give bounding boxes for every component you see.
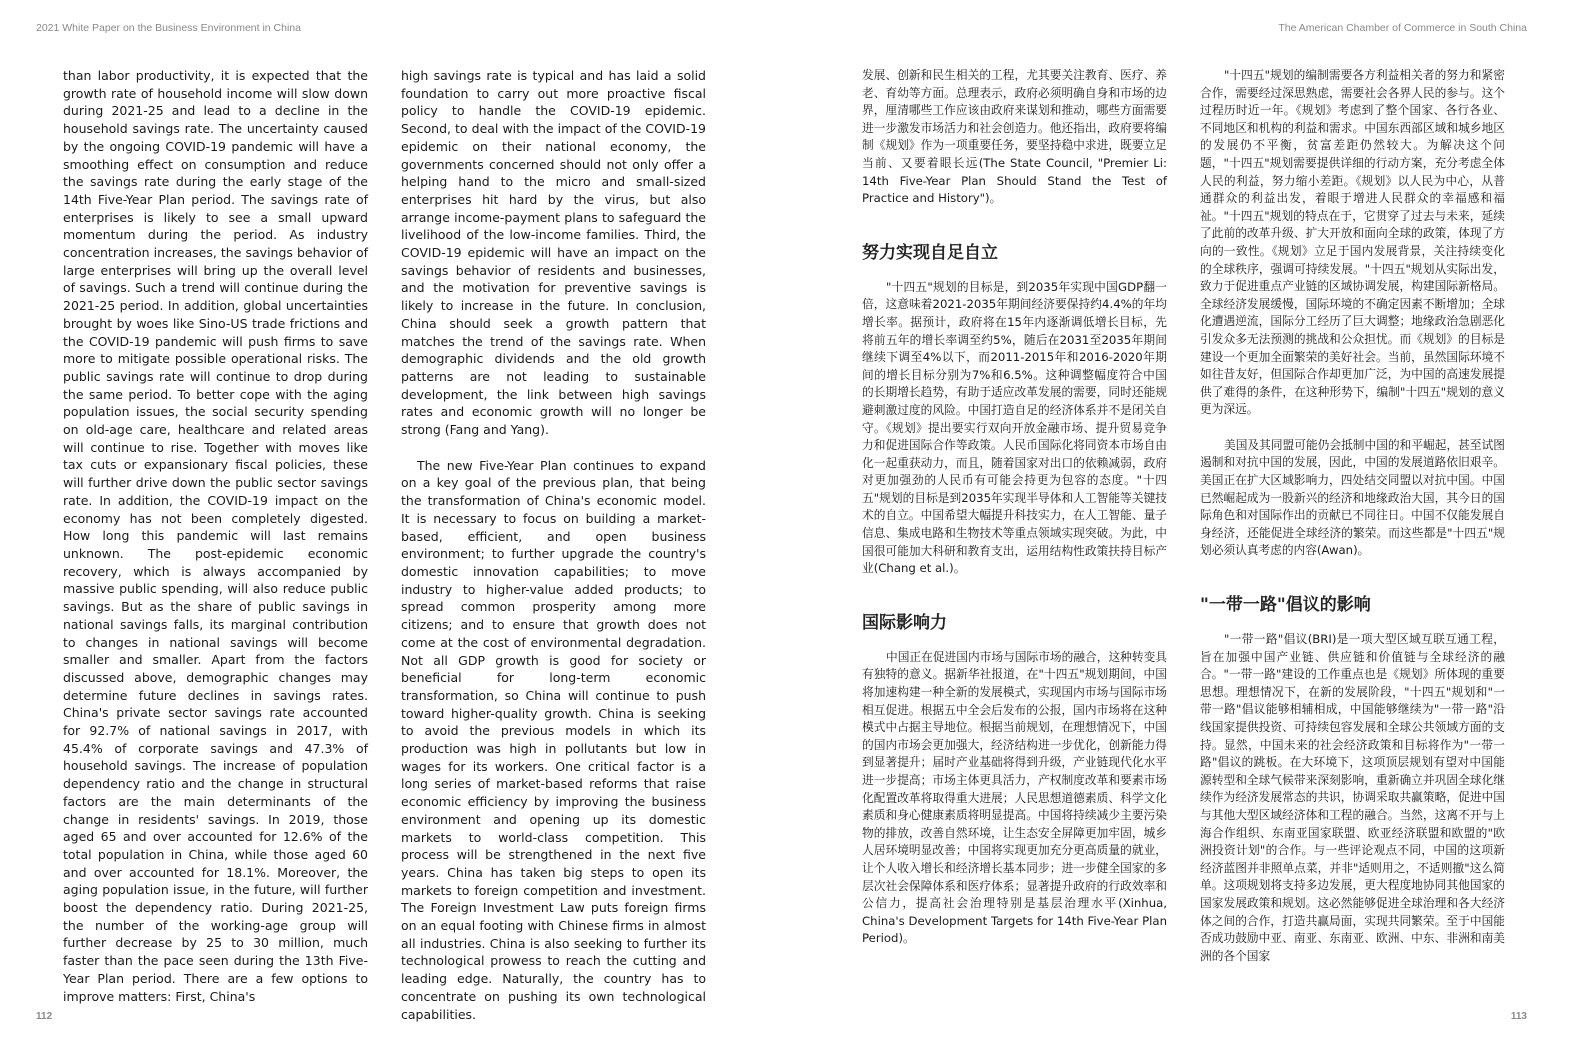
paragraph: high savings rate is typical and has laid a solid foundation to carry out more proactive fiscal policy to handle the COVID-19 epidemic. Second, to deal with the impact of the COVID-19 epidemic on their national economy, the governments concerned should not only offer a helping hand to the micro and small-sized enterprises hit hard by the virus, but also arrange income-payment plans to safeguard the livelihood of the low-income families. Third, the COVID-19 epidemic will have an impact on the savings behavior of residents and businesses, and the motivation for preventive savings is likely to increase in the future. In conclusion, China should seek a growth pattern that matches the trend of the savings rate. When demographic dividends and the old growth patterns are not leading to sustainable development, the link between high savings rates and economic growth will no longer be strong (Fang and Yang).	[401, 68, 706, 438]
chinese-column-1	[862, 67, 1167, 948]
section-heading: 努力实现自足自立	[862, 242, 998, 263]
paragraph: "一带一路"倡议(BRI)是一项大型区域互联互通工程，旨在加强中国产业链、供应链和价值链与全球经济的融合。"一带一路"建设的工作重点也是《规划》所体现的重要思想。理想情况下，在新的发展阶段，"十四五"规划和"一带一路"倡议能够相辅相成，中国能够继续为"一带一路"沿线国家提供投资、可持续包容发展和全球公共领域方面的支持。显然，中国未来的社会经济政策和目标将作为"一带一路"倡议的跳板。在大环境下，这项顶层规划有望对中国能源转型和全球气候带来深刻影响，重新确立并巩固全球化继续作为经济发展常态的共识，协调采取共赢策略，促进中国与其他大型区域经济体和工程的融合。当然，这离不开与上海合作组织、东南亚国家联盟、欧亚经济联盟和欧盟的"欧洲投资计划"的合作。与一些评论观点不同，中国的这项新经济蓝图并非照单点菜，并非"适则用之，不适则撤"这么简单。这项规划将支持多边发展，更大程度地协同其他国家的国家发展政策和规划。这必然能够促进全球治理和各大经济体之间的合作，打造共赢局面，实现共同繁荣。至于中国能否成功鼓励中亚、南亚、东南亚、欧洲、中东、非洲和南美洲的各个国家	[1200, 632, 1505, 963]
paragraph: "十四五"规划的编制需要各方利益相关者的努力和紧密合作，需要经过深思熟虑，需要社会各界人民的参与。这个过程历时近一年。《规划》考虑到了整个国家、各行各业、不同地区和机构的利益和需求。中国东西部区域和城乡地区的发展仍不平衡，贫富差距仍然较大。为解决这个问题，"十四五"规划需要提供详细的行动方案，充分考虑全体人民的利益，努力缩小差距。《规划》以人民为中心，从普通群众的利益出发，着眼于增进人民群众的幸福感和福祉。"十四五"规划的特点在于，它贯穿了过去与未来，延续了此前的改革升级、扩大开放和面向全球的政策，体现了方向的一致性。《规划》立足于国内发展背景，关注持续变化的全球秩序，强调可持续发展。"十四五"规划从实际出发，致力于促进重点产业链的区域协调发展，构建国际新格局。全球经济发展缓慢，国际环境的不确定因素不断增加；全球化遭遇逆流，国际分工经历了巨大调整；地缘政治急剧恶化引发众多无法预测的挑战和公众担忧。而《规划》的目标是建设一个更加全面繁荣的美好社会。当前，虽然国际环境不如往昔友好，但国际合作却更加广泛，为中国的高速发展提供了难得的条件，在这种形势下，编制"十四五"规划的意义更为深远。	[1200, 68, 1505, 417]
running-header-right: The American Chamber of Commerce in South China	[1278, 22, 1527, 34]
section-heading: 国际影响力	[862, 612, 947, 633]
paragraph: The new Five-Year Plan continues to expand on a key goal of the previous plan, that being the transformation of China's economic model. It is necessary to focus on building a market-based, efficient, and open business environment; to further upgrade the country's domestic innovation capabilities; to move industry to higher-value added products; to spread common prosperity among more citizens; and to ensure that growth does not come at the cost of environmental degradation. Not all GDP growth is good for society or beneficial for long-term economic transformation, so China will continue to push toward higher-quality growth. China is seeking to avoid the previous models in which its production was high in pollutants but low in wages for its workers. One critical factor is a long series of market-based reforms that raise economic efficiency by improving the business environment and opening up its domestic markets to world-class competition. This process will be strengthened in the next five years. China has taken big steps to open its markets to foreign competition and investment. The Foreign Investment Law puts foreign firms on an equal footing with Chinese firms in almost all industries. China is also seeking to further its technological prowess to reach the cutting and leading edge. Naturally, the country has to concentrate on pushing its own technological capabilities.	[401, 457, 706, 1022]
paragraph: 发展、创新和民生相关的工程，尤其要关注教育、医疗、养老、育幼等方面。总理表示，政府必须明确自身和市场的边界，厘清哪些工作应该由政府来谋划和推动，哪些方面需要进一步激发市场活力和社会创造力。他还指出，政府要将编制《规划》作为一项重要任务，要坚持稳中求进，既要立足当前、又要着眼长远(The State Council, "Premier Li: 14th Five-Year Plan Should Stand the Test of Practice and History")。	[862, 68, 1167, 206]
running-header-left: 2021 White Paper on the Business Environment in China	[36, 22, 301, 34]
chinese-column-2	[1200, 67, 1505, 965]
page-number-left: 112	[36, 1011, 53, 1022]
section-heading: "一带一路"倡议的影响	[1200, 595, 1371, 616]
english-column-1	[63, 67, 368, 1005]
page-number-right: 113	[1510, 1011, 1527, 1022]
paragraph: "十四五"规划的目标是，到2035年实现中国GDP翻一倍，这意味着2021-2035年期间经济要保持约4.4%的年均增长率。据预计，政府将在15年内逐渐调低增长目标，先将前五年的增长率调至约5%，随后在2031至2035年期间继续下调至4%以下，而2011-2015年和2016-2020年期间的增长目标分别为7%和6.5%。这种调整幅度符合中国的长期增长趋势，有助于适应改革发展的需要，同时还能规避刺激过度的风险。中国打造自足的经济体系并不是闭关自守。《规划》提出要实行双向开放金融市场、提升贸易竞争力和促进国际合作等政策。人民币国际化将同资本市场自由化一起重获动力，而且，随着国家对出口的依赖减弱，政府对更加强劲的人民币有可能会持更为包容的态度。"十四五"规划的目标是到2035年实现半导体和人工智能等关键技术的自立。中国希望大幅提升科技实力，在人工智能、量子信息、集成电路和生物技术等重点领域实现突破。为此，中国很可能加大科研和教育支出，运用结构性政策扶持目标产业(Chang et al.)。	[862, 279, 1167, 576]
paragraph: 中国正在促进国内市场与国际市场的融合，这种转变具有独特的意义。据新华社报道，在"十四五"规划期间，中国将加速构建一种全新的发展模式，实现国内市场与国际市场相互促进。根据五中全会后发布的公报，国内市场将在这种模式中占据主导地位。根据当前规划，在理想情况下，中国的国内市场会更加强大，经济结构进一步优化，创新能力得到显著提升；届时产业基础将得到升级，产业链现代化水平进一步提高；市场主体更具活力，产权制度改革和要素市场化配置改革将取得重大进展；人民思想道德素质、科学文化素质和身心健康素质将明显提高。中国将持续减少主要污染物的排放，改善自然环境，让生态安全屏障更加牢固，城乡人居环境明显改善；中国将实现更加充分更高质量的就业，让个人收入增长和经济增长基本同步；进一步健全国家的多层次社会保障体系和医疗体系；显著提升政府的行政效率和公信力，提高社会治理特别是基层治理水平(Xinhua, China's Development Targets for 14th Five-Year Plan Period)。	[862, 649, 1167, 946]
paragraph: 美国及其同盟可能仍会抵制中国的和平崛起，甚至试图遏制和对抗中国的发展，因此，中国的发展道路依旧艰辛。美国正在扩大区域影响力，四处结交同盟以对抗中国。中国已然崛起成为一股新兴的经济和地缘政治大国，其今日的国际角色和对国际作出的贡献已不同往日。中国不仅能发展自身经济，还能促进全球经济的繁荣。而这些都是"十四五"规划必须认真考虑的内容(Awan)。	[1200, 437, 1505, 558]
english-column-2	[401, 67, 706, 1023]
paragraph: than labor productivity, it is expected that the growth rate of household income will slow down during 2021-25 and lead to a decline in the household savings rate. The uncertainty caused by the ongoing COVID-19 pandemic will have a smoothing effect on consumption and reduce the savings rate during the early stage of the 14th Five-Year Plan period. The savings rate of enterprises is likely to see a small upward momentum during the period. As industry concentration increases, the savings behavior of large enterprises will bring up the overall level of savings. Such a trend will continue during the 2021-25 period. In addition, global uncertainties brought by woes like Sino-US trade frictions and the COVID-19 pandemic will push firms to save more to mitigate possible operational risks. The public savings rate will continue to drop during the same period. To better cope with the aging population issues, the social security spending on old-age care, healthcare and related areas will continue to rise. Together with moves like tax cuts or expansionary fiscal policies, these will further drive down the public sector savings rate. In addition, the COVID-19 impact on the economy has not been completely digested. How long this pandemic will last remains unknown. The post-epidemic economic recovery, which is always accompanied by massive public spending, will also reduce public savings. But as the share of public savings in national savings falls, its marginal contribution to changes in national savings will become smaller and smaller. Apart from the factors discussed above, demographic changes may determine future declines in savings rates. China's private sector savings rate accounted for 92.7% of national savings in 2017, with 45.4% of corporate savings and 47.3% of household savings. The increase of population dependency ratio and the change in structural factors are the main determinants of the change in residents' savings. In 2019, those aged 65 and over accounted for 12.6% of the total population in China, while those aged 60 and over accounted for 18.1%. Moreover, the aging population issue, in the future, will further boost the dependency ratio. During 2021-25, the number of the working-age group will further decrease by 25 to 30 million, much faster than the pace seen during the 13th Five-Year Plan period. There are a few options to improve matters: First, China's	[63, 68, 368, 1004]
